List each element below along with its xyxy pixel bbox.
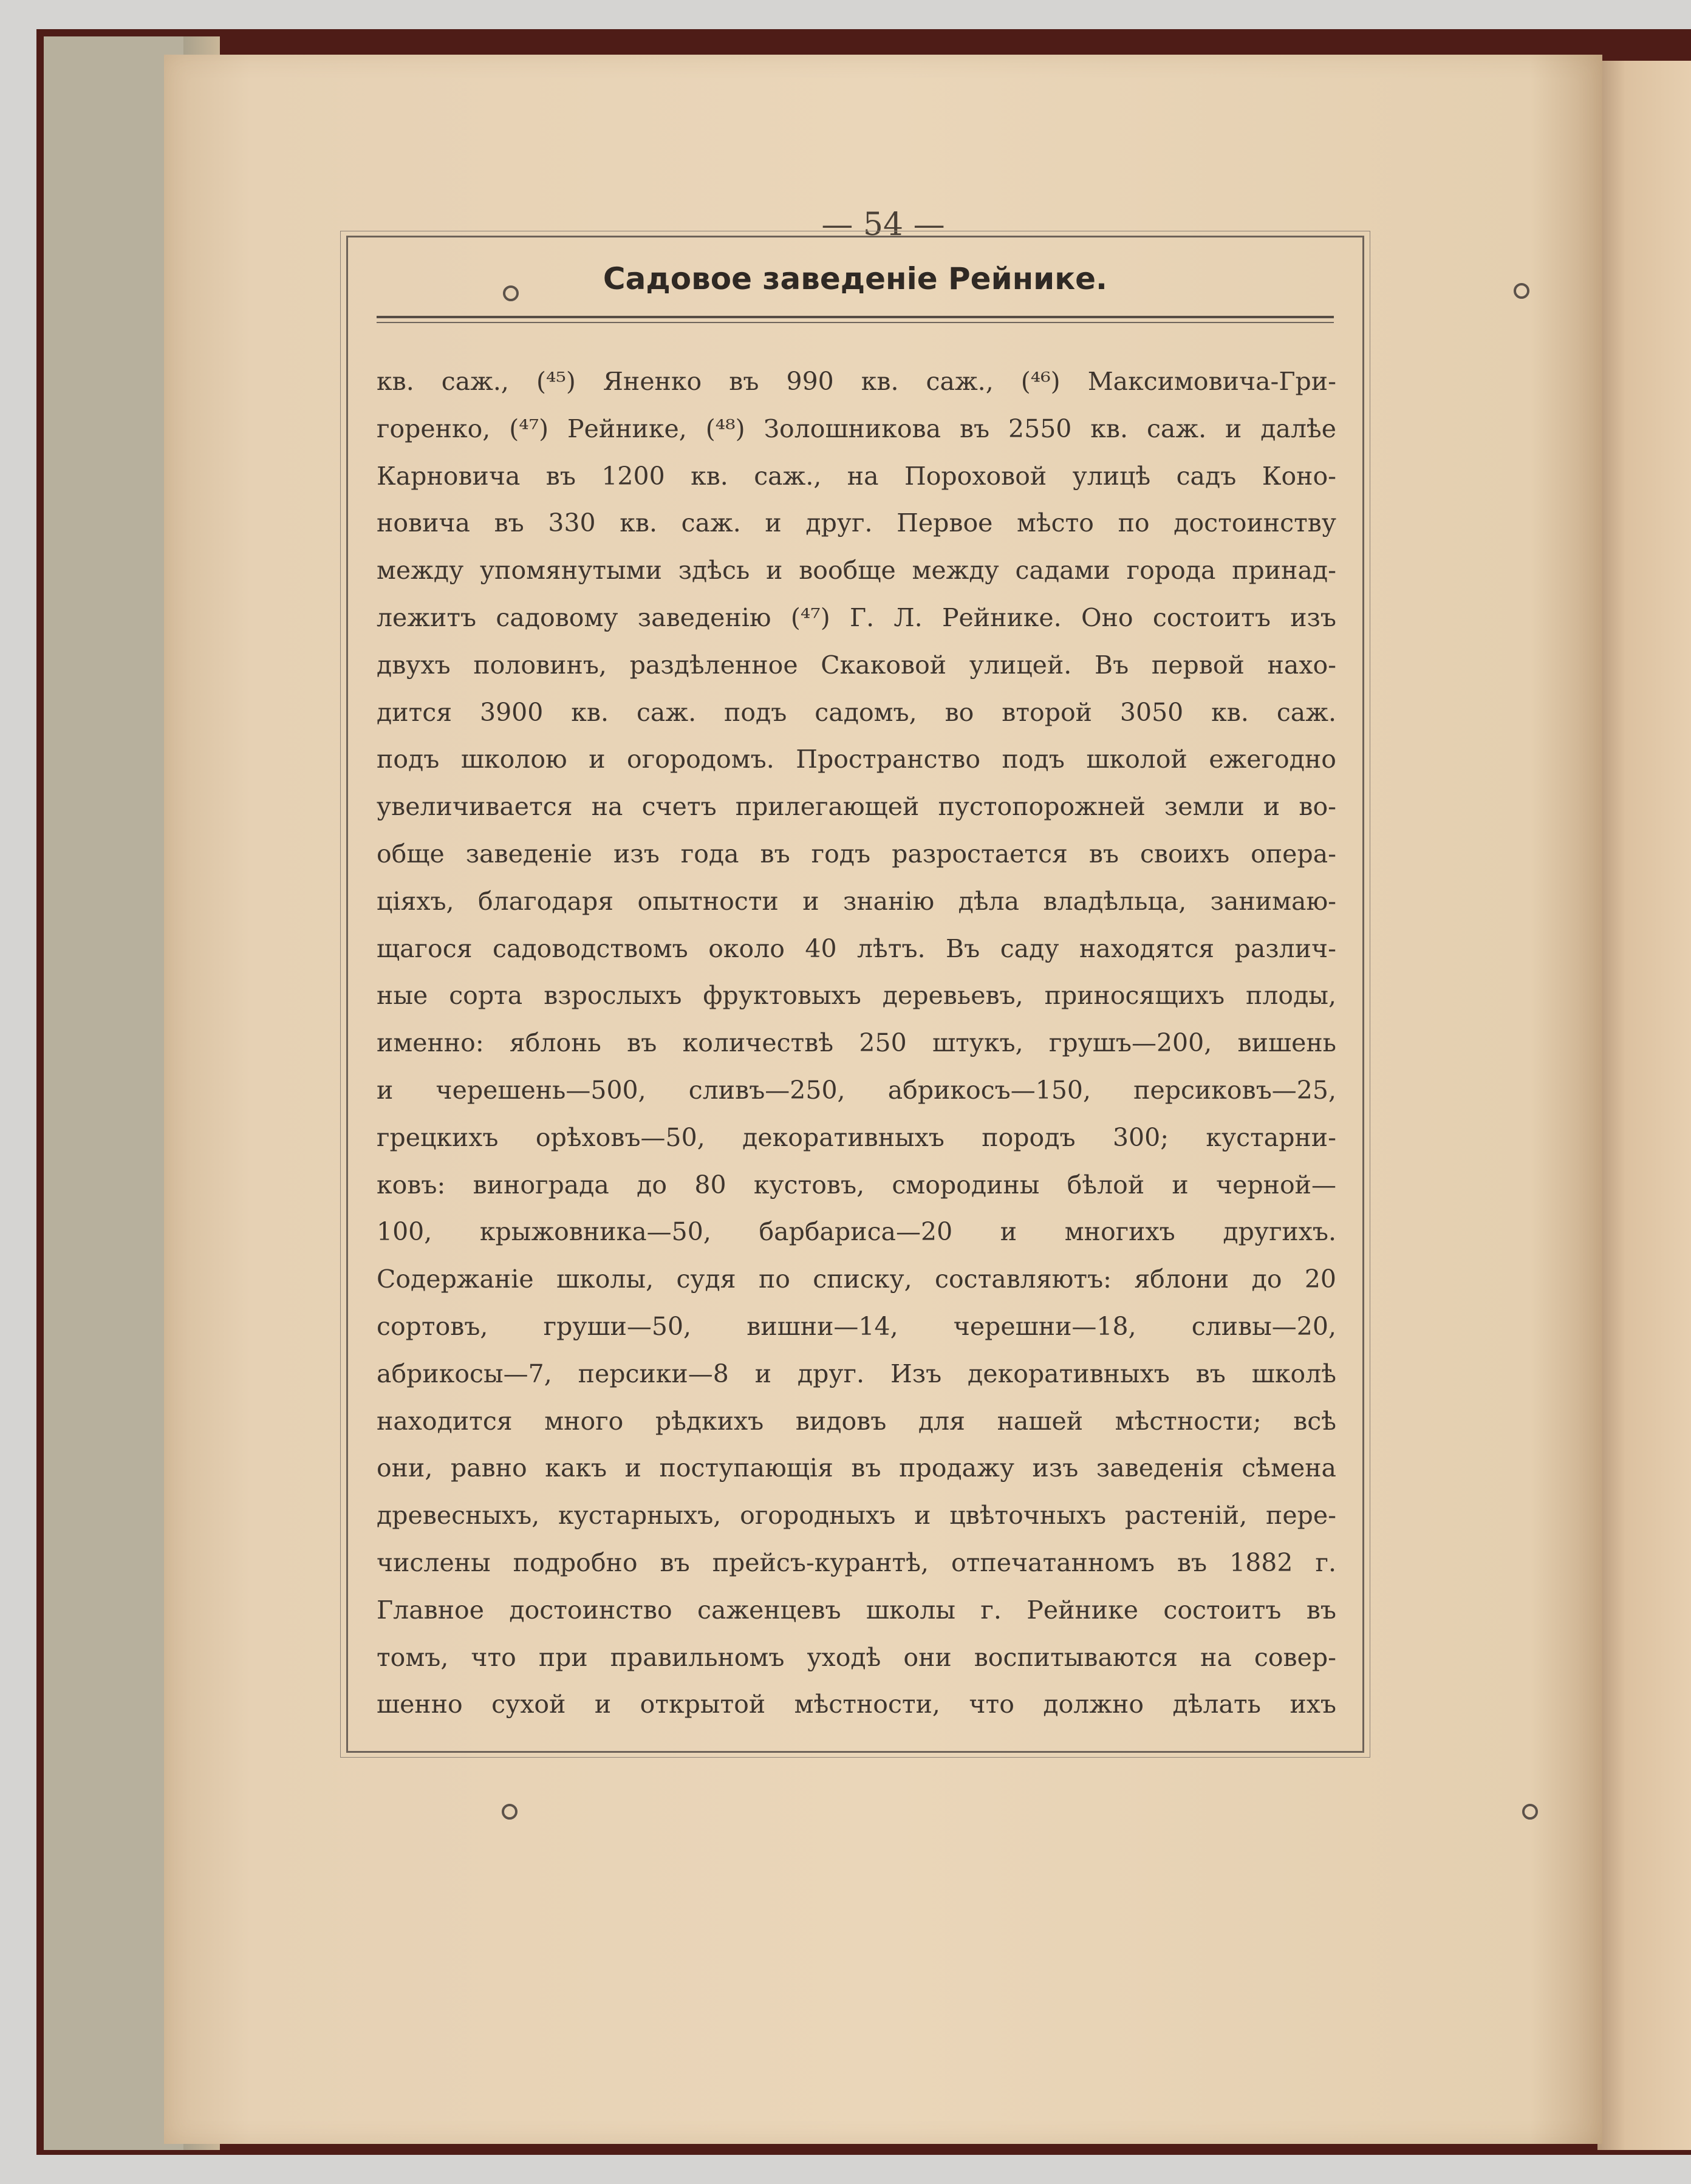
text-line: ковъ: винограда до 80 кустовъ, смородины бѣлой и черной— <box>377 1170 1336 1199</box>
text-line: цiяхъ, благодаря опытности и знанiю дѣла владѣльца, занимаю- <box>377 886 1336 916</box>
text-line: подъ школою и огородомъ. Пространство подъ школой ежегодно <box>377 745 1336 774</box>
frame-corner-bottom-left-icon <box>502 1804 518 1820</box>
text-line: кв. саж., (⁴⁵) Яненко въ 990 кв. саж., (⁴⁶) Максимовича-Гри- <box>377 367 1336 396</box>
text-line: Карновича въ 1200 кв. саж., на Пороховой улицѣ садъ Коно- <box>377 461 1336 491</box>
text-line: абрикосы—7, персики—8 и друг. Изъ декоративныхъ въ школѣ <box>377 1359 1336 1388</box>
text-line: лежитъ садовому заведенiю (⁴⁷) Г. Л. Рейнике. Оно состоитъ изъ <box>377 602 1336 632</box>
text-line: 100, крыжовника—50, барбариса—20 и многихъ другихъ. <box>377 1217 1336 1247</box>
text-line: двухъ половинъ, раздѣленное Скаковой улицей. Въ первой нахо- <box>377 650 1336 680</box>
title-rule-thin <box>377 322 1334 323</box>
text-line: обще заведенiе изъ года въ годъ разростается въ своихъ опера- <box>377 839 1336 868</box>
body-text <box>377 358 1336 1728</box>
text-line: увеличивается на счетъ прилегающей пустопорожней земли и во- <box>377 792 1336 822</box>
text-line: горенко, (⁴⁷) Рейнике, (⁴⁸) Золошникова въ 2550 кв. саж. и далѣе <box>377 414 1336 443</box>
title-rule-thick <box>377 316 1334 318</box>
text-line: шенно сухой и открытой мѣстности, что должно дѣлать ихъ <box>377 1690 1336 1719</box>
text-line: новича въ 330 кв. саж. и друг. Первое мѣсто по достоинству <box>377 508 1336 538</box>
text-line: сортовъ, груши—50, вишни—14, черешни—18, сливы—20, <box>377 1311 1336 1341</box>
text-line: грецкихъ орѣховъ—50, декоративныхъ породъ 300; кустарни- <box>377 1122 1336 1152</box>
text-line: числены подробно въ прейсъ-курантѣ, отпечатанномъ въ 1882 г. <box>377 1548 1336 1577</box>
text-line: щагося садоводствомъ около 40 лѣтъ. Въ саду находятся различ- <box>377 933 1336 963</box>
text-line: именно: яблонь въ количествѣ 250 штукъ, грушъ—200, вишень <box>377 1028 1336 1058</box>
right-page-edge <box>1597 61 1691 2150</box>
text-line: ные сорта взрослыхъ фруктовыхъ деревьевъ, приносящихъ плоды, <box>377 981 1336 1011</box>
text-line: древесныхъ, кустарныхъ, огородныхъ и цвѣточныхъ растенiй, пере- <box>377 1501 1336 1531</box>
text-line: они, равно какъ и поступающiя въ продажу изъ заведенiя сѣмена <box>377 1453 1336 1483</box>
text-line: и черешень—500, сливъ—250, абрикосъ—150, персиковъ—25, <box>377 1075 1336 1105</box>
frame-corner-bottom-right-icon <box>1522 1804 1538 1820</box>
text-line: между упомянутыми здѣсь и вообще между садами города принад- <box>377 556 1336 585</box>
text-line: Главное достоинство саженцевъ школы г. Рейнике состоитъ въ <box>377 1595 1336 1625</box>
text-line: дится 3900 кв. саж. подъ садомъ, во второй 3050 кв. саж. <box>377 697 1336 727</box>
text-line: находится много рѣдкихъ видовъ для нашей мѣстности; всѣ <box>377 1406 1336 1436</box>
frame-corner-top-right-icon <box>1514 283 1529 299</box>
text-line: томъ, что при правильномъ уходѣ они воспитываются на совер- <box>377 1642 1336 1672</box>
page-number: — 54 — <box>821 206 945 243</box>
section-title: Садовое заведенiе Рейнике. <box>603 261 1108 296</box>
text-line: Содержанiе школы, судя по списку, составляютъ: яблони до 20 <box>377 1264 1336 1294</box>
